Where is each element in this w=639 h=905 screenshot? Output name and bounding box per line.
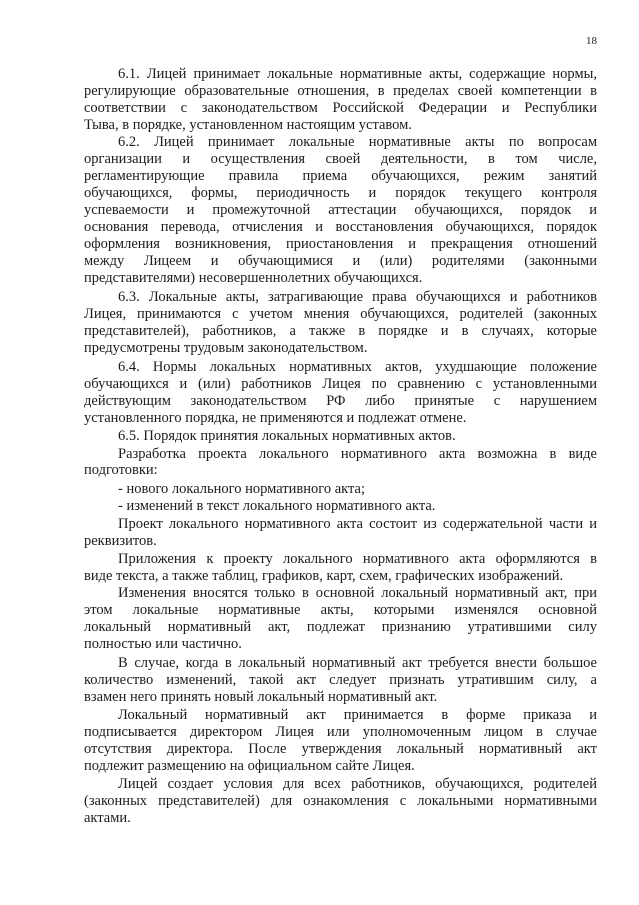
- text-line: Лицей создает условия для всех работников, обучающихся, родителей: [118, 776, 597, 792]
- text-line: подлежит размещению на официальном сайте Лицея.: [84, 758, 415, 774]
- text-line: Локальный нормативный акт принимается в форме приказа и: [118, 707, 597, 723]
- text-line: отсутствия директора. После утверждения локальный нормативный акт: [84, 741, 597, 757]
- text-line: предусмотрены трудовым законодательством.: [84, 340, 368, 356]
- text-line: обучающихся и (или) работников Лицея по сравнению с установленными: [84, 376, 597, 392]
- text-line: актами.: [84, 810, 131, 826]
- text-line: этом локальные нормативные акты, которыми изменялся основной: [84, 602, 597, 618]
- text-line: установленного порядка, не применяются и подлежат отмене.: [84, 410, 467, 426]
- text-line: полностью или частично.: [84, 636, 242, 652]
- text-line: Тыва, в порядке, установленном настоящим уставом.: [84, 117, 412, 133]
- text-line: представителей), работников, а также в порядке и в случаях, которые: [84, 323, 597, 339]
- text-line: подписывается директором Лицея или уполномоченным лицом в случае: [84, 724, 597, 740]
- text-line: локальный нормативный акт, подлежат признанию утратившими силу: [84, 619, 597, 635]
- text-line: 6.1. Лицей принимает локальные нормативные акты, содержащие нормы,: [118, 66, 597, 82]
- text-line: успеваемости и промежуточной аттестации обучающихся, порядок и: [84, 202, 597, 218]
- text-line: между Лицеем и обучающимися и (или) родителями (законными: [84, 253, 597, 269]
- text-line: оформления возникновения, приостановления и прекращения отношений: [84, 236, 597, 252]
- text-line: соответствии с законодательством Российской Федерации и Республики: [84, 100, 597, 116]
- text-line: регламентирующие правила приема обучающихся, режим занятий: [84, 168, 597, 184]
- text-line: Лицея, принимаются с учетом мнения обучающихся, родителей (законных: [84, 306, 597, 322]
- text-line: - изменений в текст локального нормативного акта.: [118, 498, 436, 514]
- text-line: Изменения вносятся только в основной локальный нормативный акт, при: [118, 585, 597, 601]
- text-line: подготовки:: [84, 462, 158, 478]
- text-line: действующим законодательством РФ либо принятые с нарушением: [84, 393, 597, 409]
- text-line: - нового локального нормативного акта;: [118, 481, 365, 497]
- text-line: Проект локального нормативного акта состоит из содержательной части и: [118, 516, 597, 532]
- text-line: реквизитов.: [84, 533, 157, 549]
- text-line: Приложения к проекту локального нормативного акта оформляются в: [118, 551, 597, 567]
- text-line: взамен него принять новый локальный нормативный акт.: [84, 689, 438, 705]
- text-line: Разработка проекта локального нормативного акта возможна в виде: [118, 446, 597, 462]
- text-line: организации и осуществления своей деятельности, в том числе,: [84, 151, 597, 167]
- text-line: 6.4. Нормы локальных нормативных актов, ухудшающие положение: [118, 359, 597, 375]
- text-line: (законных представителей) для ознакомления с локальными нормативными: [84, 793, 597, 809]
- text-line: 6.5. Порядок принятия локальных нормативных актов.: [118, 428, 456, 444]
- text-line: представителями) несовершеннолетних обучающихся.: [84, 270, 423, 286]
- text-line: основания перевода, отчисления и восстановления обучающихся, порядок: [84, 219, 597, 235]
- text-line: В случае, когда в локальный нормативный акт требуется внести большое: [118, 655, 597, 671]
- text-line: количество изменений, такой акт следует признать утратившим силу, а: [84, 672, 597, 688]
- text-line: 6.2. Лицей принимает локальные нормативные акты по вопросам: [118, 134, 597, 150]
- text-line: 6.3. Локальные акты, затрагивающие права обучающихся и работников: [118, 289, 597, 305]
- text-line: виде текста, а также таблиц, графиков, карт, схем, графических изображений.: [84, 568, 564, 584]
- text-line: обучающихся, формы, периодичность и порядок текущего контроля: [84, 185, 597, 201]
- text-line: регулирующие образовательные отношения, в пределах своей компетенции в: [84, 83, 597, 99]
- page-number: 18: [586, 35, 597, 47]
